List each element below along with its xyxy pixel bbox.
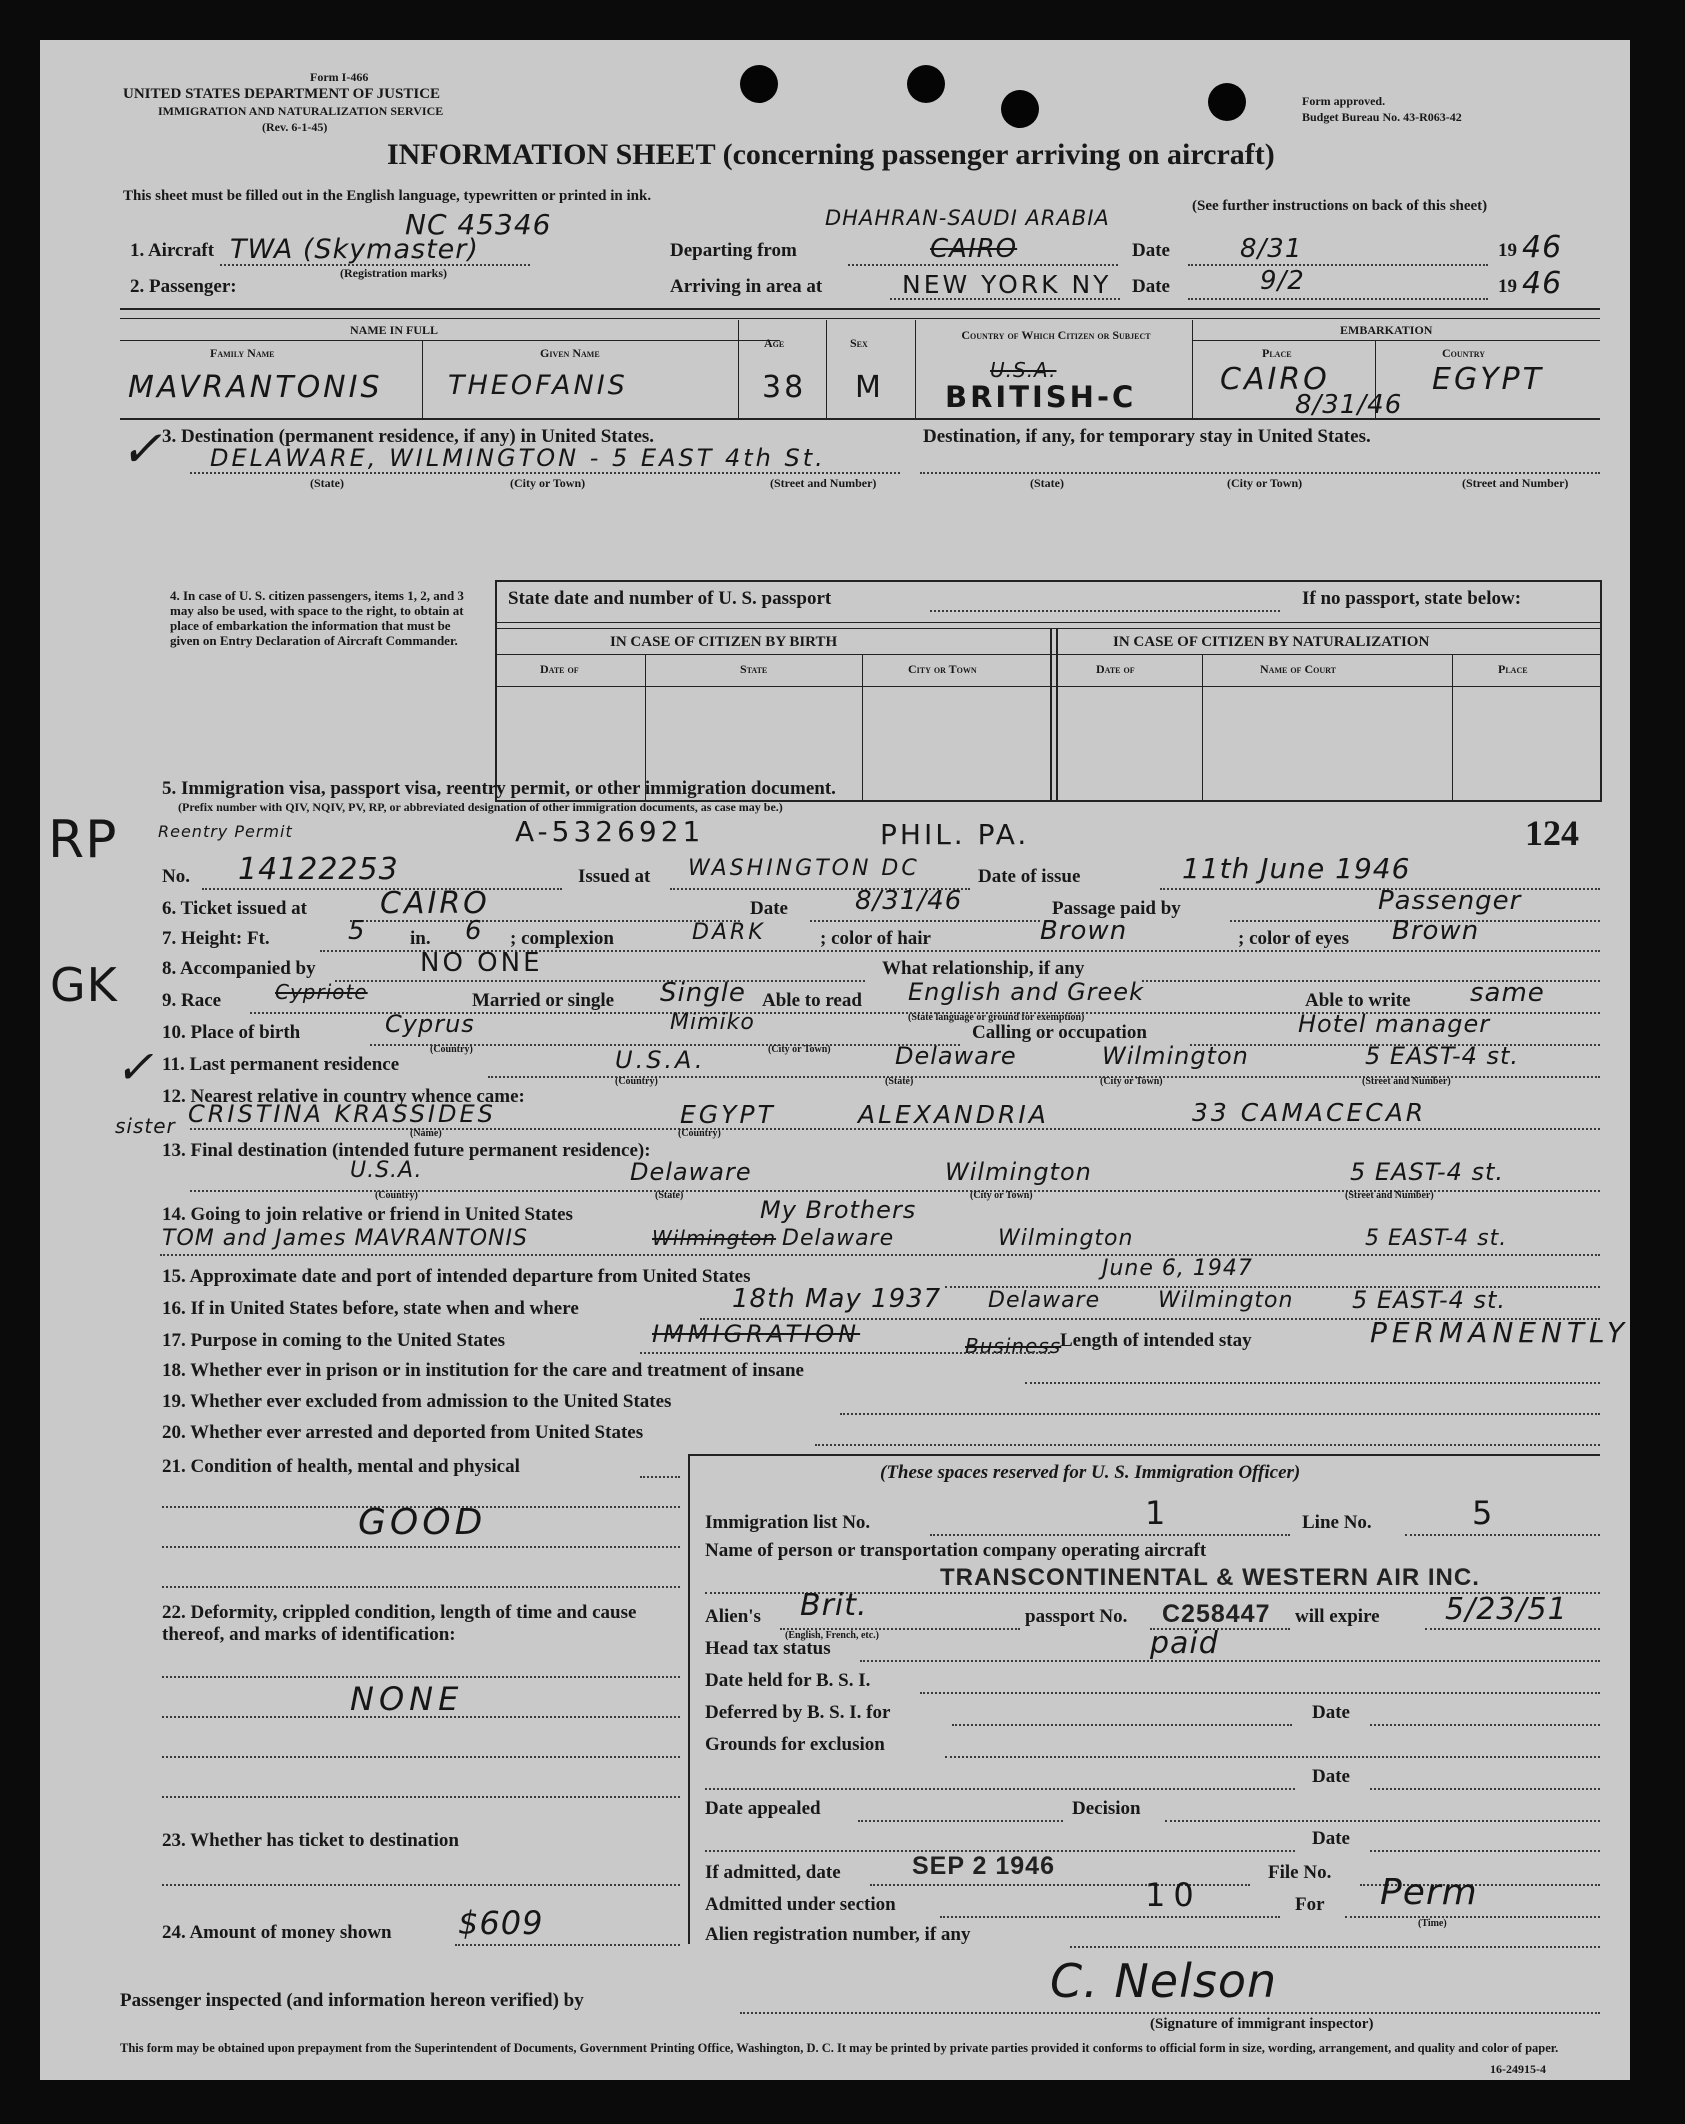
before-date: 18th May 1937	[732, 1284, 942, 1314]
departing-date: 8/31	[1240, 234, 1303, 264]
occupation-label: Calling or occupation	[972, 1022, 1147, 1043]
q3-label: 3. Destination (permanent residence, if any) in United States.	[162, 426, 655, 447]
street-caption: (Street and Number)	[1462, 476, 1569, 490]
appeal-date-label: Date	[1312, 1828, 1350, 1849]
citizen-by-naturalization-header: IN CASE OF CITIZEN BY NATURALIZATION	[1113, 634, 1430, 650]
no-label: No.	[162, 866, 190, 887]
ticket-issued-at: CAIRO	[380, 886, 490, 921]
punch-hole	[907, 65, 945, 103]
deferred-date-label: Date	[1312, 1702, 1350, 1723]
embarkation-country-value: EGYPT	[1432, 362, 1544, 397]
citizen-struck: U.S.A.	[990, 358, 1057, 382]
country-caption: (Country)	[430, 1044, 473, 1055]
q16-label: 16. If in United States before, state when and where	[162, 1298, 579, 1319]
join-street: 5 EAST-4 st.	[1365, 1226, 1508, 1251]
q4-label: 4. In case of U. S. citizen passengers, items 1, 2, and 3 may also be used, with space to the right, to obtain at place of embarkation the information that must be given on Entry Declaration of Aircraft Commander.	[170, 588, 464, 648]
age-header: Age	[764, 336, 785, 350]
departing-year: 46	[1522, 230, 1563, 265]
q3b-label: Destination, if any, for temporary stay in United States.	[923, 426, 1371, 447]
q22-label: 22. Deformity, crippled condition, length of time and cause thereof, and marks of identification:	[162, 1602, 637, 1645]
place-header: Place	[1262, 346, 1292, 360]
city-header: City or Town	[908, 662, 977, 676]
revision-date: (Rev. 6-1-45)	[262, 120, 328, 134]
length-stay-label: Length of intended stay	[1060, 1330, 1252, 1351]
country-citizen-header: Country of Which Citizen or Subject	[961, 328, 1151, 342]
imm-list-value: 1	[1145, 1494, 1167, 1532]
appealed-label: Date appealed	[705, 1798, 821, 1819]
hair-color: Brown	[1040, 916, 1128, 946]
before-street: 5 EAST-4 st.	[1352, 1286, 1507, 1314]
relative-street: 33 CAMACECAR	[1192, 1098, 1427, 1127]
given-name-header: Given Name	[540, 346, 600, 360]
last-residence-state: Delaware	[895, 1042, 1017, 1070]
complexion-value: DARK	[692, 920, 766, 945]
family-name-header: Family Name	[210, 346, 275, 360]
page-title: INFORMATION SHEET (concerning passenger arriving on aircraft)	[387, 138, 1275, 171]
rp-margin-mark: RP	[48, 810, 118, 870]
join-city: Wilmington	[998, 1226, 1134, 1251]
form-approved: Form approved.	[1302, 94, 1386, 108]
final-street: 5 EAST-4 st.	[1350, 1158, 1505, 1186]
operator-stamp: TRANSCONTINENTAL & WESTERN AIR INC.	[940, 1564, 1480, 1591]
embarkation-place-value: CAIRO	[1220, 362, 1330, 397]
arriving-year: 46	[1522, 266, 1563, 301]
city-caption: (City or Town)	[1100, 1076, 1163, 1087]
issued-at-value: WASHINGTON DC	[688, 856, 920, 881]
department-name: UNITED STATES DEPARTMENT OF JUSTICE	[123, 86, 441, 102]
join-state: Delaware	[782, 1226, 895, 1251]
final-city: Wilmington	[945, 1158, 1092, 1186]
given-name-value: THEOFANIS	[448, 370, 628, 401]
admitted-date-label: If admitted, date	[705, 1862, 841, 1883]
state-caption: (State)	[1030, 476, 1064, 490]
will-expire-label: will expire	[1295, 1606, 1380, 1627]
hair-label: ; color of hair	[820, 928, 931, 949]
arriving-year-label: 19	[1498, 276, 1517, 297]
file-no-label: File No.	[1268, 1862, 1332, 1883]
occupation-value: Hotel manager	[1298, 1010, 1491, 1038]
punch-hole	[1001, 90, 1039, 128]
join-struck: Wilmington	[652, 1226, 777, 1250]
health-condition: GOOD	[358, 1502, 487, 1543]
last-residence-street: 5 EAST-4 st.	[1365, 1042, 1520, 1070]
last-residence-country: U.S.A.	[615, 1046, 706, 1074]
final-state: Delaware	[630, 1158, 752, 1186]
page-number: 124	[1525, 813, 1579, 853]
last-residence-city: Wilmington	[1102, 1042, 1249, 1070]
aircraft-label: 1. Aircraft	[130, 240, 215, 261]
join-names: TOM and James MAVRANTONIS	[162, 1226, 528, 1251]
country-caption: (Country)	[375, 1190, 418, 1201]
q21-label: 21. Condition of health, mental and physical	[162, 1456, 520, 1477]
q5-note: (Prefix number with QIV, NQIV, PV, RP, or abbreviated designation of other immigration documents, as case may be.)	[178, 800, 783, 814]
q15-label: 15. Approximate date and port of intended departure from United States	[162, 1266, 751, 1287]
check-mark: ✓	[120, 421, 162, 477]
street-caption: (Street and Number)	[1345, 1190, 1434, 1201]
arriving-date: 9/2	[1260, 266, 1305, 296]
country-caption: (Country)	[615, 1076, 658, 1087]
arriving-area: NEW YORK NY	[902, 270, 1112, 299]
grounds-label: Grounds for exclusion	[705, 1734, 885, 1755]
city-caption: (City or Town)	[768, 1044, 831, 1055]
document-a-number: A-5326921	[515, 815, 705, 848]
relative-country: EGYPT	[680, 1100, 776, 1129]
join-relationship: My Brothers	[760, 1196, 917, 1224]
city-caption: (City or Town)	[510, 476, 586, 490]
eyes-label: ; color of eyes	[1238, 928, 1349, 949]
no-passport-label: If no passport, state below:	[1302, 588, 1522, 609]
date-of-issue-value: 11th June 1946	[1182, 852, 1411, 885]
q24-label: 24. Amount of money shown	[162, 1922, 392, 1943]
street-caption: (Street and Number)	[1362, 1076, 1451, 1087]
state-caption: (State)	[885, 1076, 914, 1087]
budget-bureau: Budget Bureau No. 43-R063-42	[1302, 110, 1462, 124]
departing-date-label: Date	[1132, 240, 1170, 261]
decision-label: Decision	[1072, 1798, 1141, 1819]
height-inches: 6	[465, 916, 483, 946]
document-issuing-office: PHIL. PA.	[880, 818, 1030, 851]
race-struck: Cypriote	[275, 980, 368, 1004]
exemption-caption: (State language or ground for exemption)	[908, 1012, 1085, 1023]
name-in-full-header: NAME IN FULL	[350, 323, 439, 337]
footer-note: This form may be obtained upon prepayment from the Superintendent of Documents, Government Printing Office, Washington, D. C. It may be printed by private parties provided it conforms to official form in size, wording, arrangement, and quality and color of paper.	[120, 2041, 1559, 2055]
arriving-label: Arriving in area at	[670, 276, 823, 297]
admitted-section-label: Admitted under section	[705, 1894, 896, 1915]
embarkation-header: EMBARKATION	[1340, 323, 1433, 337]
ticket-date-label: Date	[750, 898, 788, 919]
before-city: Wilmington	[1158, 1288, 1294, 1313]
service-name: IMMIGRATION AND NATURALIZATION SERVICE	[158, 104, 444, 118]
accompanied-by: NO ONE	[420, 948, 543, 978]
aircraft-value: TWA (Skymaster)	[230, 234, 479, 265]
q18-label: 18. Whether ever in prison or in institution for the care and treatment of insane	[162, 1360, 804, 1381]
inspector-signature: C. Nelson	[1050, 1954, 1278, 2008]
inches-label: in.	[410, 928, 431, 949]
date-of-header: Date of	[1096, 662, 1135, 676]
date-held-label: Date held for B. S. I.	[705, 1670, 871, 1691]
married-label: Married or single	[472, 990, 615, 1011]
state-header: State	[740, 662, 768, 676]
form-sheet	[40, 40, 1630, 2080]
height-feet: 5	[348, 916, 366, 946]
alien-nationality: Brit.	[800, 1588, 868, 1623]
line-no-value: 5	[1472, 1494, 1494, 1532]
name-caption: (Name)	[410, 1128, 442, 1139]
admitted-for-value: Perm	[1380, 1872, 1478, 1913]
q8-label: 8. Accompanied by	[162, 958, 316, 979]
length-of-stay: PERMANENTLY	[1370, 1316, 1630, 1349]
state-caption: (State)	[655, 1190, 684, 1201]
passage-paid-by: Passenger	[1378, 886, 1522, 916]
form-number: Form I-466	[310, 70, 369, 84]
court-header: Name of Court	[1260, 662, 1336, 676]
footer-code: 16-24915-4	[1490, 2062, 1546, 2076]
street-caption: (Street and Number)	[770, 476, 877, 490]
money-shown: $609	[458, 1904, 544, 1942]
check-mark: ✓	[115, 1042, 154, 1093]
officer-section-header: (These spaces reserved for U. S. Immigration Officer)	[880, 1462, 1301, 1483]
departing-label: Departing from	[670, 240, 797, 261]
relationship-label: What relationship, if any	[882, 958, 1085, 979]
final-country: U.S.A.	[350, 1158, 423, 1183]
place-header: Place	[1498, 662, 1528, 676]
destination-value: DELAWARE, WILMINGTON - 5 EAST 4th St.	[210, 444, 826, 472]
family-name-value: MAVRANTONIS	[128, 370, 383, 405]
purpose-struck: IMMIGRATION	[652, 1320, 861, 1348]
alien-reg-label: Alien registration number, if any	[705, 1924, 971, 1945]
passport-expiry: 5/23/51	[1445, 1592, 1568, 1627]
relationship-note: sister	[115, 1114, 176, 1138]
eye-color: Brown	[1392, 916, 1480, 946]
citizen-by-birth-header: IN CASE OF CITIZEN BY BIRTH	[610, 634, 838, 650]
read-label: Able to read	[762, 990, 862, 1011]
q19-label: 19. Whether ever excluded from admission to the United States	[162, 1391, 672, 1412]
departure-plan: June 6, 1947	[1102, 1256, 1253, 1281]
relative-name: CRISTINA KRASSIDES	[188, 1100, 496, 1128]
birth-city: Mimiko	[670, 1010, 755, 1035]
write-label: Able to write	[1305, 990, 1411, 1011]
admission-date-stamp: SEP 2 1946	[912, 1852, 1055, 1880]
country-caption: (Country)	[678, 1128, 721, 1139]
passport-no-label: passport No.	[1025, 1606, 1128, 1627]
document-number: 14122253	[238, 852, 399, 887]
q10-label: 10. Place of birth	[162, 1022, 301, 1043]
q17-label: 17. Purpose in coming to the United States	[162, 1330, 506, 1351]
q7-label: 7. Height: Ft.	[162, 928, 270, 949]
grounds-date-label: Date	[1312, 1766, 1350, 1787]
registration-marks-label: (Registration marks)	[340, 266, 447, 280]
admitted-section-value: 10	[1145, 1876, 1202, 1914]
head-tax-label: Head tax status	[705, 1638, 831, 1659]
operator-label: Name of person or transportation company operating aircraft	[705, 1540, 1207, 1561]
sex-header: Sex	[850, 336, 868, 350]
imm-list-label: Immigration list No.	[705, 1512, 871, 1533]
passage-paid-label: Passage paid by	[1052, 898, 1181, 919]
language-caption: (English, French, etc.)	[785, 1630, 879, 1641]
state-caption: (State)	[310, 476, 344, 490]
q6-label: 6. Ticket issued at	[162, 898, 307, 919]
departing-from-city: DHAHRAN-SAUDI ARABIA	[825, 206, 1110, 230]
q12-label: 12. Nearest relative in country whence came:	[162, 1086, 525, 1107]
q14-label: 14. Going to join relative or friend in United States	[162, 1204, 573, 1225]
gk-margin-mark: GK	[50, 958, 118, 1012]
reentry-permit-note: Reentry Permit	[158, 822, 293, 841]
line-no-label: Line No.	[1302, 1512, 1372, 1533]
punch-hole	[1208, 83, 1246, 121]
passenger-label: 2. Passenger:	[130, 276, 237, 297]
before-state: Delaware	[988, 1288, 1101, 1313]
ticket-date: 8/31/46	[855, 886, 963, 916]
language-instructions: This sheet must be filled out in the English language, typewritten or printed in ink.	[123, 188, 652, 204]
read-languages: English and Greek	[908, 978, 1144, 1006]
q23-label: 23. Whether has ticket to destination	[162, 1830, 459, 1851]
q11-label: 11. Last permanent residence	[162, 1054, 400, 1075]
registration-number: NC 45346	[405, 208, 552, 241]
sex-value: M	[855, 370, 884, 405]
citizen-value: BRITISH-C	[945, 380, 1137, 414]
write-languages: same	[1470, 978, 1545, 1008]
country-header: Country	[1442, 346, 1486, 360]
for-label: For	[1295, 1894, 1325, 1915]
signature-caption: (Signature of immigrant inspector)	[1150, 2016, 1374, 2032]
alien-passport-number: C258447	[1162, 1600, 1271, 1628]
deferred-label: Deferred by B. S. I. for	[705, 1702, 891, 1723]
head-tax-value: paid	[1150, 1626, 1219, 1661]
deformity-value: NONE	[350, 1680, 464, 1718]
purpose-value: Business	[965, 1334, 1062, 1358]
q5-label: 5. Immigration visa, passport visa, reentry permit, or other immigration document.	[162, 778, 836, 799]
q13-label: 13. Final destination (intended future permanent residence):	[162, 1140, 651, 1161]
relative-city: ALEXANDRIA	[858, 1100, 1049, 1129]
date-of-header: Date of	[540, 662, 579, 676]
punch-hole	[740, 65, 778, 103]
arriving-date-label: Date	[1132, 276, 1170, 297]
time-caption: (Time)	[1418, 1918, 1447, 1929]
q9-label: 9. Race	[162, 990, 222, 1011]
birth-country: Cyprus	[385, 1010, 475, 1038]
see-back-note: (See further instructions on back of this sheet)	[1192, 198, 1488, 214]
city-caption: (City or Town)	[1227, 476, 1303, 490]
q20-label: 20. Whether ever arrested and deported from United States	[162, 1422, 644, 1443]
marital-status: Single	[660, 978, 746, 1008]
complexion-label: ; complexion	[510, 928, 614, 949]
inspected-label: Passenger inspected (and information hereon verified) by	[120, 1990, 584, 2011]
issued-at-label: Issued at	[578, 866, 651, 887]
age-value: 38	[762, 370, 807, 405]
city-caption: (City or Town)	[970, 1190, 1033, 1201]
date-of-issue-label: Date of issue	[978, 866, 1081, 887]
aliens-label: Alien's	[705, 1606, 761, 1627]
passport-question: State date and number of U. S. passport	[508, 588, 832, 609]
departing-struck: CAIRO	[930, 234, 1018, 264]
departing-year-label: 19	[1498, 240, 1517, 261]
embarkation-date-value: 8/31/46	[1295, 390, 1403, 420]
